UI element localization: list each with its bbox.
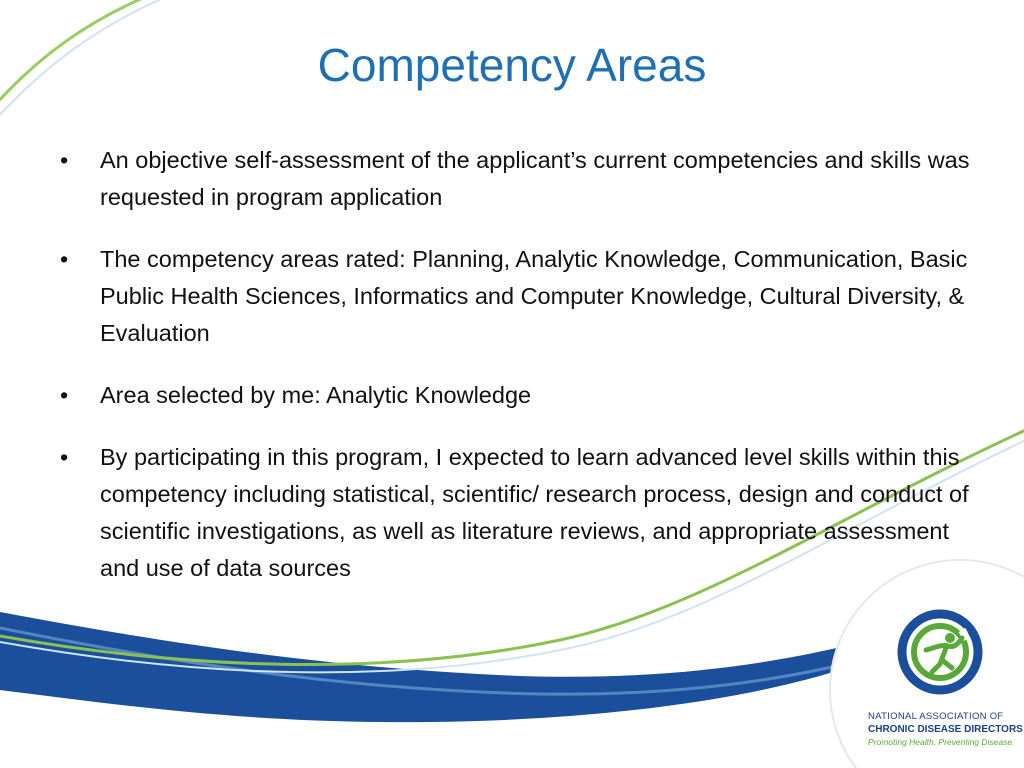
bullet-text: By participating in this program, I expected to learn advanced level skills within this competency including statistical, scientific/ research process, design and conduct of scientific investigations, as well as literature reviews, and appropriate assessment and use of data sources [100,444,969,581]
bullet-text: The competency areas rated: Planning, Analytic Knowledge, Communication, Basic Public Health Sciences, Informatics and Computer Knowledge, Cultural Diversity, & Evaluation [100,246,968,346]
bullet-item [60,142,970,216]
bullet-item [60,241,970,352]
bullet-item [60,377,970,414]
logo-text [868,710,1024,749]
bullet-symbol: • [60,444,69,470]
slide-title: Competency Areas [317,39,707,91]
bullet-symbol: • [60,246,69,272]
bullet-symbol: • [60,382,69,408]
bullet-item [60,439,970,587]
bullet-list [60,142,970,612]
logo-line-1: NATIONAL ASSOCIATION OF [868,711,1004,722]
logo-line-2: CHRONIC DISEASE DIRECTORS [868,724,1023,735]
bullet-text: Area selected by me: Analytic Knowledge [100,382,532,408]
bullet-symbol: • [60,147,69,173]
logo-tagline: Promoting Health. Preventing Disease. [868,737,1015,747]
bullet-text: An objective self-assessment of the applicant’s current competencies and skills was requested in program application [100,147,970,210]
